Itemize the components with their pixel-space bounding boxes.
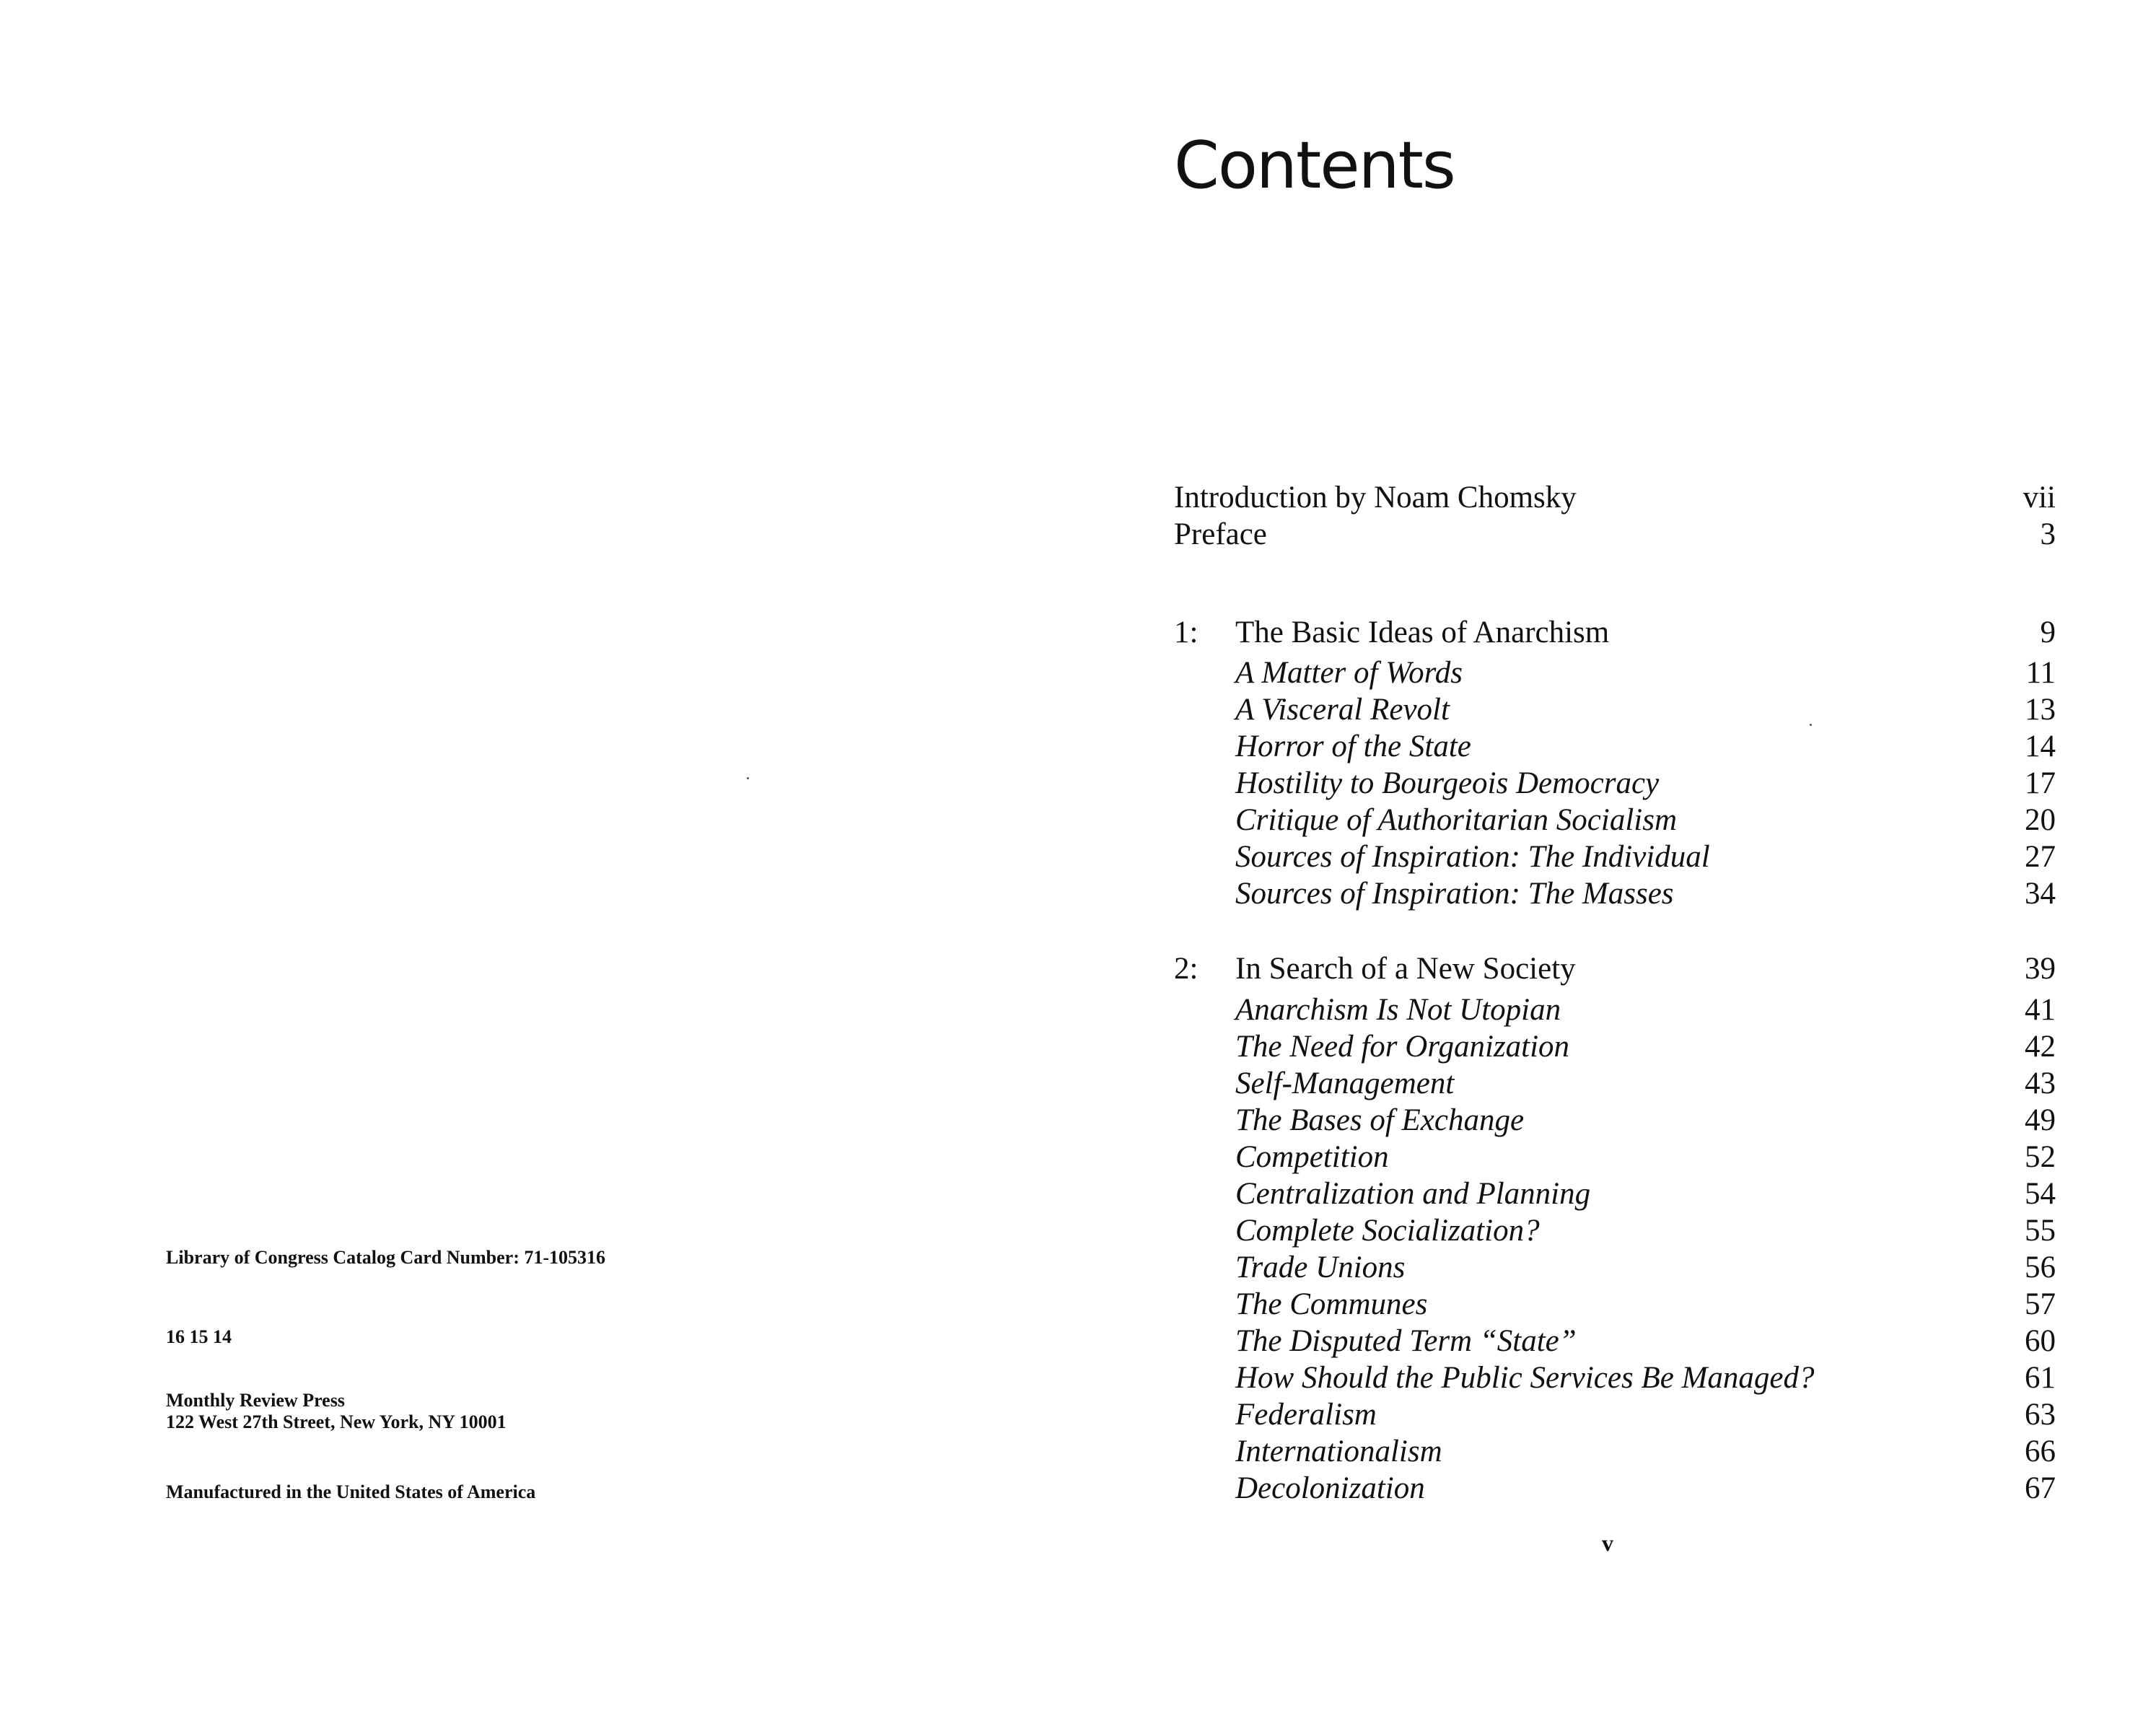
chapter-title: In Search of a New Society: [1235, 952, 1576, 986]
section-page: 67: [2025, 1471, 2056, 1505]
section-title: Decolonization: [1235, 1471, 1425, 1505]
section-page: 42: [2025, 1030, 2056, 1064]
section-title: Complete Socialization?: [1235, 1214, 1540, 1248]
section-page: 11: [2025, 656, 2056, 690]
section-title: A Matter of Words: [1235, 656, 1463, 690]
section-page: 49: [2025, 1103, 2056, 1137]
section-title: How Should the Public Services Be Managed?: [1235, 1361, 1815, 1395]
section-page: 13: [2025, 693, 2056, 727]
toc-entry-title: Introduction by Noam Chomsky: [1174, 481, 1577, 514]
section-page: 55: [2025, 1214, 2056, 1248]
chapter-number: 2:: [1174, 952, 1198, 986]
page-title: Contents: [1174, 128, 1455, 203]
toc-section[interactable]: [1174, 729, 2056, 765]
section-title: Horror of the State: [1235, 730, 1471, 763]
chapter-page: 39: [2025, 952, 2056, 986]
chapter-number: 1:: [1174, 616, 1198, 649]
section-page: 27: [2025, 840, 2056, 874]
section-title: Anarchism Is Not Utopian: [1235, 993, 1561, 1027]
toc-chapter-1[interactable]: [1174, 615, 2056, 651]
toc-section[interactable]: [1174, 1066, 2056, 1102]
toc-section[interactable]: [1174, 1434, 2056, 1470]
section-title: The Bases of Exchange: [1235, 1103, 1525, 1137]
toc-section[interactable]: [1174, 1397, 2056, 1433]
toc-section[interactable]: [1174, 1250, 2056, 1286]
section-page: 20: [2025, 803, 2056, 837]
toc-section[interactable]: [1174, 692, 2056, 728]
chapter-page: 9: [2040, 616, 2056, 649]
section-page: 63: [2025, 1398, 2056, 1432]
printing-line: 16 15 14: [166, 1326, 232, 1347]
section-title: Federalism: [1235, 1398, 1377, 1432]
section-title: The Communes: [1235, 1287, 1428, 1321]
section-title: Trade Unions: [1235, 1251, 1406, 1284]
publisher-address: 122 West 27th Street, New York, NY 10001: [166, 1411, 507, 1432]
section-title: Critique of Authoritarian Socialism: [1235, 803, 1677, 837]
toc-section[interactable]: [1174, 1029, 2056, 1065]
section-page: 61: [2025, 1361, 2056, 1395]
toc-section[interactable]: [1174, 766, 2056, 802]
toc-chapter-2[interactable]: [1174, 951, 2056, 987]
section-page: 52: [2025, 1140, 2056, 1174]
toc-section[interactable]: [1174, 1471, 2056, 1507]
toc-entry-introduction[interactable]: [1174, 480, 2056, 516]
section-title: Centralization and Planning: [1235, 1177, 1591, 1211]
toc-entry-title: Preface: [1174, 517, 1267, 551]
toc-section[interactable]: [1174, 992, 2056, 1028]
section-title: Hostility to Bourgeois Democracy: [1235, 766, 1660, 800]
publisher-name: Monthly Review Press: [166, 1390, 345, 1411]
toc-section[interactable]: [1174, 1213, 2056, 1249]
section-title: Sources of Inspiration: The Individual: [1235, 840, 1710, 874]
toc-section[interactable]: [1174, 839, 2056, 875]
toc-section[interactable]: [1174, 1287, 2056, 1323]
page-number: v: [1602, 1530, 1613, 1556]
section-page: 34: [2025, 877, 2056, 911]
toc-section[interactable]: [1174, 1103, 2056, 1139]
section-page: 43: [2025, 1067, 2056, 1100]
paper-speck: [747, 777, 749, 779]
section-page: 57: [2025, 1287, 2056, 1321]
toc-section[interactable]: [1174, 655, 2056, 691]
catalog-card-number: Library of Congress Catalog Card Number: 71-105316: [166, 1247, 606, 1268]
toc-entry-page: 3: [2040, 517, 2056, 551]
toc-entry-page: vii: [2023, 481, 2056, 514]
section-title: Internationalism: [1235, 1435, 1442, 1468]
toc-section[interactable]: [1174, 1176, 2056, 1212]
section-title: A Visceral Revolt: [1235, 693, 1450, 727]
section-title: Competition: [1235, 1140, 1389, 1174]
toc-section[interactable]: [1174, 876, 2056, 912]
section-title: The Need for Organization: [1235, 1030, 1570, 1064]
section-page: 17: [2025, 766, 2056, 800]
section-page: 14: [2025, 730, 2056, 763]
paper-speck: [1810, 724, 1812, 726]
section-page: 60: [2025, 1324, 2056, 1358]
manufacture-note: Manufactured in the United States of America: [166, 1481, 536, 1502]
section-page: 41: [2025, 993, 2056, 1027]
section-page: 54: [2025, 1177, 2056, 1211]
toc-section[interactable]: [1174, 1323, 2056, 1359]
section-title: The Disputed Term “State”: [1235, 1324, 1577, 1358]
section-page: 56: [2025, 1251, 2056, 1284]
toc-section[interactable]: [1174, 1139, 2056, 1175]
toc-section[interactable]: [1174, 1360, 2056, 1396]
toc-section[interactable]: [1174, 802, 2056, 838]
toc-entry-preface[interactable]: [1174, 517, 2056, 553]
section-title: Sources of Inspiration: The Masses: [1235, 877, 1674, 911]
section-page: 66: [2025, 1435, 2056, 1468]
chapter-title: The Basic Ideas of Anarchism: [1235, 616, 1610, 649]
section-title: Self-Management: [1235, 1067, 1455, 1100]
